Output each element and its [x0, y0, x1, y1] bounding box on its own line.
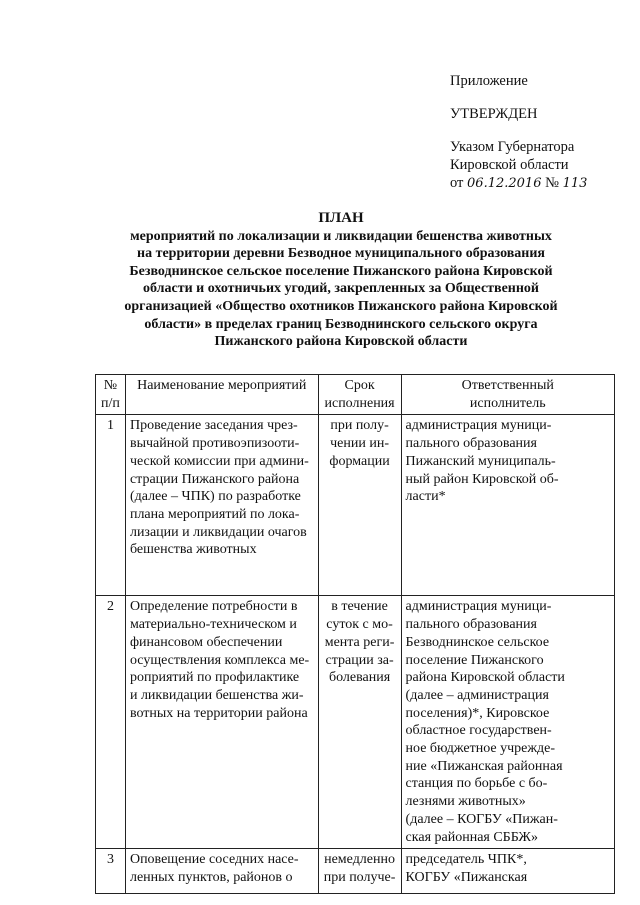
number-prefix: №: [545, 175, 559, 191]
cell-line: областное государствен-: [405, 723, 552, 739]
cell-line: ние «Пижанская районная: [405, 758, 563, 774]
decree-line-1: Указом Губернатора: [450, 139, 575, 155]
plan-title: [100, 210, 582, 351]
approval-block: [450, 72, 630, 193]
cell-num: 2: [96, 596, 126, 849]
cell-line: ное бюджетное учрежде-: [405, 741, 556, 757]
cell-line: КОГБУ «Пижанская: [405, 869, 528, 885]
cell-line: и ликвидации бешенства жи-: [129, 687, 304, 703]
header-resp-line: Ответственный: [461, 378, 554, 393]
decree-line-2: Кировской области: [450, 157, 569, 173]
cell-line: ласти*: [405, 489, 446, 505]
cell-line: поселения)*, Кировское: [405, 705, 550, 721]
cell-line: Пижанский муниципаль-: [405, 453, 556, 469]
header-num-line: №: [103, 378, 118, 393]
decree-date-line: [450, 174, 630, 193]
table-row: [96, 596, 615, 849]
date-prefix: от: [450, 175, 464, 191]
cell-term: [318, 415, 401, 596]
cell-line: пального образования: [405, 617, 537, 633]
cell-line: при полу-: [330, 418, 389, 434]
header-num-line: п/п: [101, 395, 120, 411]
cell-line: ленных пунктов, районов о: [129, 869, 293, 885]
header-resp: [401, 375, 614, 415]
cell-line: станция по борьбе с бо-: [405, 776, 548, 792]
cell-line: администрация муници-: [405, 418, 552, 434]
header-term-line: исполнения: [324, 395, 395, 411]
plan-subtitle-line: Пижанского района Кировской области: [214, 334, 468, 350]
cell-line: Оповещение соседних насе-: [129, 852, 299, 868]
cell-line: суток с мо-: [326, 617, 393, 633]
cell-resp: [401, 596, 614, 849]
plan-title-main: ПЛАН: [318, 210, 364, 226]
cell-line: Безводнинское сельское: [405, 634, 550, 650]
cell-line: поселение Пижанского: [405, 652, 544, 668]
plan-subtitle-line: на территории деревни Безводное муниципального образования: [137, 246, 545, 262]
cell-line: материально-техническом и: [129, 617, 297, 633]
cell-line: вотных на территории района: [129, 705, 308, 721]
header-term: [318, 375, 401, 415]
decree-date: 06.12.2016: [467, 176, 542, 191]
header-resp-line: исполнитель: [469, 395, 546, 411]
cell-line: при получе-: [323, 869, 396, 885]
cell-name: [125, 415, 318, 596]
cell-line: финансовом обеспечении: [129, 634, 283, 650]
cell-line: вычайной противоэпизооти-: [129, 436, 300, 452]
header-term-line: Срок: [344, 378, 375, 393]
cell-line: немедленно: [324, 852, 395, 868]
cell-line: осуществления комплекса ме-: [129, 652, 310, 668]
cell-line: болевания: [328, 670, 391, 686]
approved-label: УТВЕРЖДЕН: [450, 106, 538, 122]
cell-line: Проведение заседания чрез-: [129, 418, 298, 434]
cell-line: Определение потребности в: [129, 599, 298, 615]
cell-line: администрация муници-: [405, 599, 552, 615]
cell-line: роприятий по профилактике: [129, 670, 300, 686]
cell-resp: [401, 849, 614, 894]
plan-subtitle-line: Безводнинское сельское поселение Пижанского района Кировской: [129, 263, 553, 279]
cell-line: чении ин-: [330, 436, 389, 452]
header-num: [96, 375, 126, 415]
cell-line: формации: [329, 453, 390, 469]
cell-name: [125, 596, 318, 849]
cell-term: [318, 849, 401, 894]
cell-line: бешенства животных: [129, 542, 257, 558]
header-name: [125, 375, 318, 415]
cell-num: 1: [96, 415, 126, 596]
cell-line: ный район Кировской об-: [405, 471, 559, 487]
cell-line: района Кировской области: [405, 670, 565, 686]
table-header-row: [96, 375, 615, 415]
cell-line: (далее – ЧПК) по разработке: [129, 489, 301, 505]
header-name-line: Наименование мероприятий: [137, 378, 307, 393]
cell-line: мента реги-: [324, 634, 395, 650]
decree-number: 113: [562, 176, 588, 191]
table-row: [96, 415, 615, 596]
appendix-label: Приложение: [450, 73, 528, 89]
plan-table: [95, 374, 615, 894]
cell-resp: [401, 415, 614, 596]
cell-num: 3: [96, 849, 126, 894]
plan-subtitle-line: организацией «Общество охотников Пижанского района Кировской: [124, 298, 558, 314]
plan-subtitle-line: области и охотничьих угодий, закрепленных за Общественной: [142, 281, 540, 297]
cell-line: в течение: [331, 599, 388, 615]
cell-line: ческой комиссии при админи-: [129, 453, 309, 469]
cell-line: (далее – КОГБУ «Пижан-: [405, 811, 558, 827]
cell-line: лизации и ликвидации очагов: [129, 524, 307, 540]
cell-name: [125, 849, 318, 894]
cell-term: [318, 596, 401, 849]
cell-line: пального образования: [405, 436, 537, 452]
cell-line: страции за-: [325, 652, 394, 668]
plan-subtitle-line: области» в пределах границ Безводнинского сельского округа: [144, 316, 538, 332]
cell-line: ская районная СББЖ»: [405, 829, 538, 845]
cell-line: лезнями животных»: [405, 794, 526, 810]
cell-line: председатель ЧПК*,: [405, 852, 527, 868]
plan-subtitle-line: мероприятий по локализации и ликвидации бешенства животных: [130, 228, 552, 244]
table-row: [96, 849, 615, 894]
cell-line: (далее – администрация: [405, 687, 549, 703]
cell-line: плана мероприятий по лока-: [129, 506, 300, 522]
cell-line: страции Пижанского района: [129, 471, 300, 487]
